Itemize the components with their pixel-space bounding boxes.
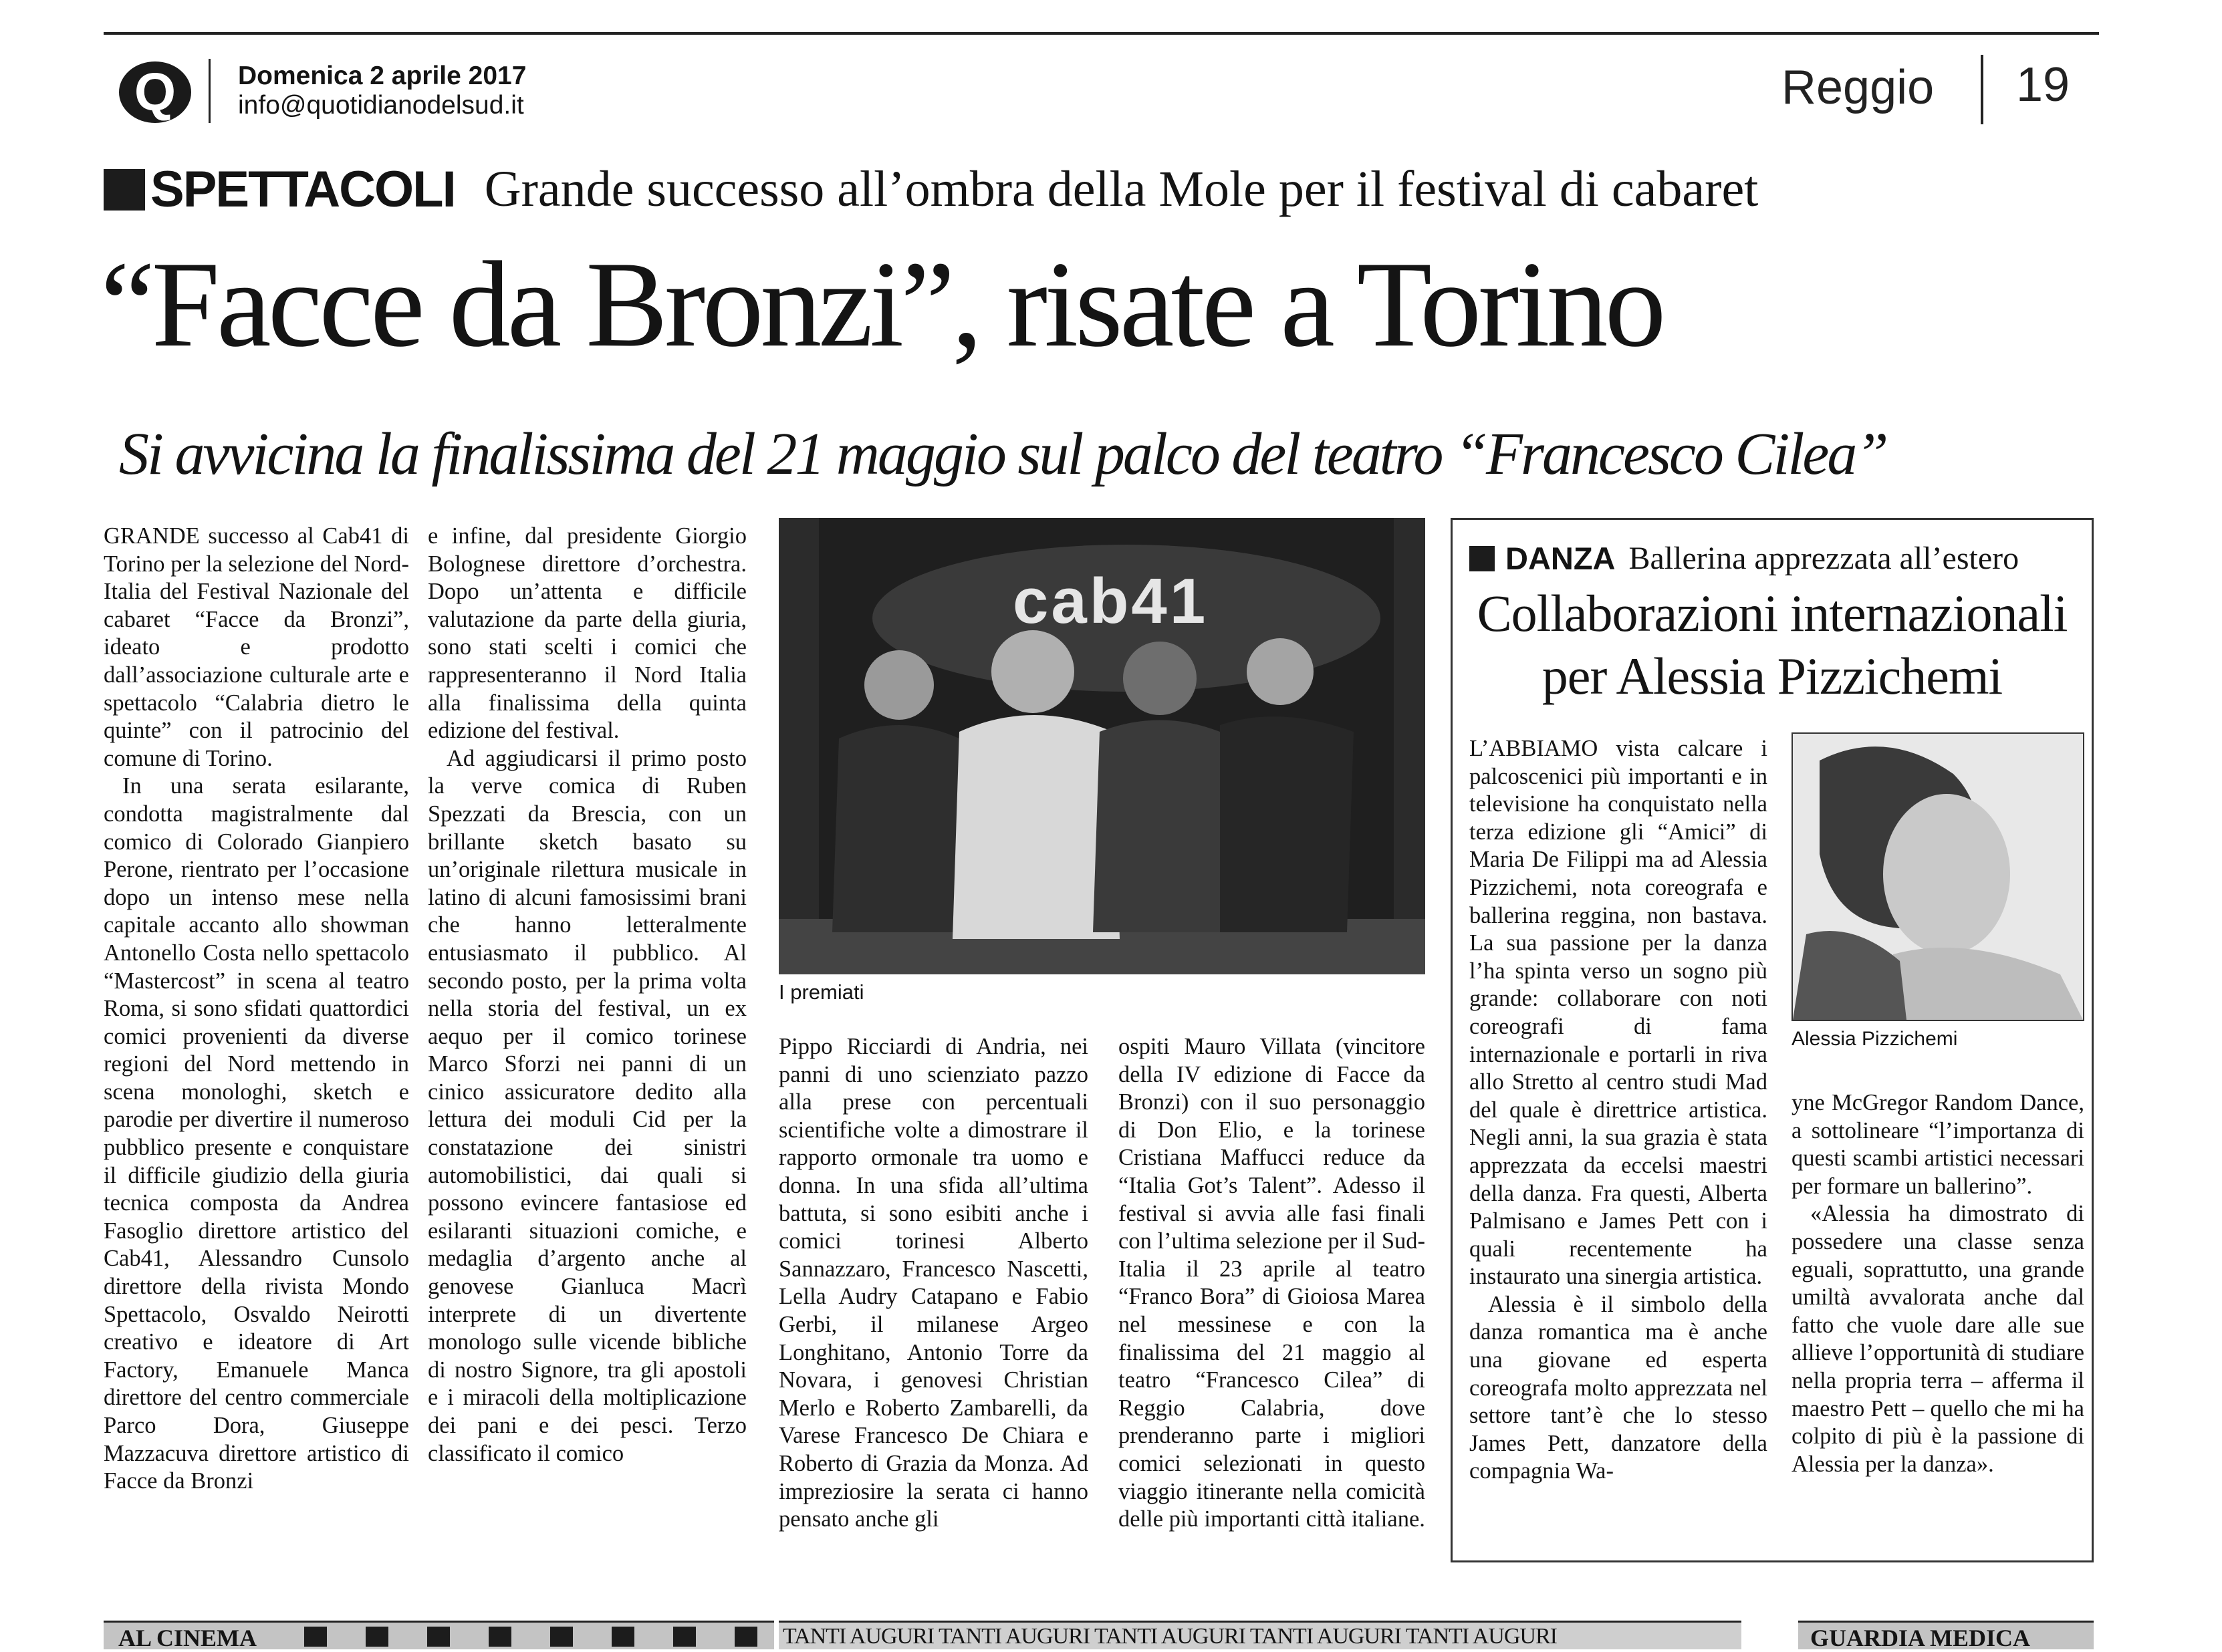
article-column-1 xyxy=(104,523,409,1496)
header-divider xyxy=(209,59,211,123)
section-name: Reggio xyxy=(1781,61,1935,114)
subheadline: Si avvicina la finalissima del 21 maggio sul palco del teatro “Francesco Cilea” xyxy=(119,421,1887,487)
sidebar-paragraph: yne McGregor Random Dance, a sottolineare “l’importanza di questi scambi artistici necessari per formare un ballerino”. xyxy=(1792,1090,2084,1199)
sidebar-headline-line2: per Alessia Pizzichemi xyxy=(1541,647,2003,705)
sidebar-paragraph: Alessia è il simbolo della danza romantica ma è anche una giovane ed esperta coreografa molto apprezzata nel settore tant’è che lo stesso James Pett, danzatore della compagnia Wa- xyxy=(1469,1291,1767,1484)
sidebar-kicker-label: DANZA xyxy=(1505,541,1616,576)
contact-email: info@quotidianodelsud.it xyxy=(238,91,524,120)
article-paragraph: e infine, dal presidente Giorgio Bolognese direttore d’orchestra. Dopo un’attenta e difficile valutazione da parte della giuria, sono stati scelti i comici che rappresenteranno il Nord Italia alla finalissima della quinta edizione del festival. xyxy=(428,523,747,744)
top-rule xyxy=(104,32,2099,35)
sidebar-column-2 xyxy=(1792,1089,2084,1478)
footer-strip-left xyxy=(104,1621,774,1649)
kicker-square xyxy=(104,169,145,211)
article-column-3 xyxy=(779,1033,1088,1534)
article-column-4 xyxy=(1118,1033,1425,1534)
footer-strip-right xyxy=(1798,1621,2094,1649)
kicker-label: SPETTACOLI xyxy=(150,161,455,218)
logo-letter: Q xyxy=(134,62,176,122)
sidebar-headline-line1: Collaborazioni internazionali xyxy=(1477,584,2068,642)
article-paragraph: Ad aggiudicarsi il primo posto la verve comica di Ruben Spezzati da Brescia, con un brillante sketch basato su un’originale rilettura musicale in latino di alcuni famosissimi brani che hanno letteralmente entusiasmato il pubblico. Al secondo posto, per la prima volta nella storia del festival, un ex aequo per il comico torinese Marco Sforzi nei panni di un cinico assicuratore dedito alla lettura dei moduli Cid per la constatazione dei sinistri automobilistici, dai quali si possono evincere fantasiose ed esilaranti situazioni comiche, e medaglia d’argento anche al genovese Gianluca Macrì interprete di un divertente monologo sulle vicende bibliche di nostro Signore, tra gli apostoli e i miracoli della moltiplicazione dei pani e dei pesci. Terzo classificato il comico xyxy=(428,745,747,1466)
photo-caption: I premiati xyxy=(779,980,864,1004)
footer-right-label: GUARDIA MEDICA xyxy=(1810,1625,2031,1649)
section-divider xyxy=(1981,55,1983,124)
footer-squares xyxy=(304,1627,774,1647)
kicker-text: Grande successo all’ombra della Mole per il festival di cabaret xyxy=(484,161,1759,217)
footer-left-label: AL CINEMA xyxy=(118,1625,257,1649)
footer-middle-label: TANTI AUGURI TANTI AUGURI TANTI AUGURI TANTI AUGURI TANTI AUGURI xyxy=(783,1624,1557,1649)
newspaper-logo xyxy=(119,61,191,123)
sidebar-kicker-square xyxy=(1469,546,1495,571)
sidebar-paragraph: L’ABBIAMO vista calcare i palcoscenici più importanti e in televisione ha conquistato nella terza edizione gli “Amici” di Maria De Filippi ma ad Alessia Pizzichemi, nota coreografa e ballerina reggina, non bastava. La sua passione per la danza l’ha spinta verso un sogno più grande: collaborare con noti coreografi di fama internazionale e portarli in riva allo Stretto al centro studi Mad del quale è direttrice artistica. Negli anni, la sua grazia è stata apprezzata da eccelsi maestri della danza. Fra questi, Alberta Palmisano e James Pett con i quali recentemente ha instaurato una sinergia artistica. xyxy=(1469,736,1767,1290)
footer-strip-middle xyxy=(779,1621,1741,1649)
sidebar-kicker-text: Ballerina apprezzata all’estero xyxy=(1628,541,2019,576)
stage-sign: cab41 xyxy=(1013,565,1209,637)
page-number: 19 xyxy=(2016,58,2070,112)
article-column-2 xyxy=(428,523,747,1468)
sidebar-kicker xyxy=(1469,540,2019,577)
article-paragraph: In una serata esilarante, condotta magistralmente dal comico di Colorado Gianpiero Perone, rientrato per l’occasione dopo un intenso mese nella capitale accanto allo showman Antonello Costa nello spettacolo “Mastercost” in scena al teatro Roma, si sono sfidati quattordici comici provenienti da diverse regioni del Nord mettendo in scena monologhi, sketch e parodie per divertire il numeroso pubblico presente e conquistare il difficile giudizio della giuria tecnica composta da Andrea Fasoglio direttore artistico del Cab41, Alessandro Cunsolo direttore della rivista Mondo Spettacolo, Osvaldo Neirotti creativo e ideatore di Art Factory, Emanuele Manca direttore del centro commerciale Parco Dora, Giuseppe Mazzacuva direttore artistico di Facce da Bronzi xyxy=(104,773,409,1494)
article-paragraph: GRANDE successo al Cab41 di Torino per la selezione del Nord-Italia del Festival Nazionale del cabaret “Facce da Bronzi”, ideato e prodotto dall’associazione culturale arte e spettacolo “Calabria dietro le quinte” con il patrocinio del comune di Torino. xyxy=(104,523,409,771)
article-kicker xyxy=(104,160,1758,219)
article-paragraph: ospiti Mauro Villata (vincitore della IV edizione di Facce da Bronzi) con il suo personaggio di Don Elio, e la torinese Cristiana Maffucci reduce da “Italia Got’s Talent”. Adesso il festival si avvia alle fasi finali con l’ultima selezione per il Sud-Italia il 23 aprile al teatro “Franco Bora” di Gioiosa Marea nel messinese e con la finalissima del 21 maggio al teatro “Francesco Cilea” di Reggio Calabria, dove prenderanno parte i migliori comici selezionati in questo viaggio itinerante nella comicità delle più importanti città italiane. xyxy=(1118,1034,1425,1532)
sidebar-paragraph: «Alessia ha dimostrato di possedere una classe senza eguali, soprattutto, una grande umiltà avvalorata anche dal fatto che vuole dare alle sue allieve l’opportunità di studiare nella propria terra – afferma il maestro Pett – quello che mi ha colpito di più è la passione di Alessia per la danza». xyxy=(1792,1201,2084,1477)
article-photo xyxy=(779,518,1425,974)
headline: “Facce da Bronzi”, risate a Torino xyxy=(100,236,1663,372)
issue-date: Domenica 2 aprile 2017 xyxy=(238,61,527,90)
sidebar-photo xyxy=(1792,732,2084,1021)
article-paragraph: Pippo Ricciardi di Andria, nei panni di uno scienziato pazzo alla prese con percentuali scientifiche volte a dimostrare il rapporto ormonale tra uomo e donna. In una sfida all’ultima battuta, si sono esibiti anche i comici torinesi Alberto Sannazzaro, Francesco Nascetti, Lella Audry Catapano e Fabio Gerbi, il milanese Argeo Longhitano, Antonio Torre da Novara, i genovesi Christian Merlo e Roberto Zambarelli, da Varese Francesco De Chiara e Roberto di Grazia da Monza. Ad impreziosire la serata ci hanno pensato anche gli xyxy=(779,1034,1088,1532)
sidebar-column-1 xyxy=(1469,735,1767,1486)
sidebar-photo-caption: Alessia Pizzichemi xyxy=(1792,1028,1958,1050)
portrait-illustration xyxy=(1793,734,2083,1020)
